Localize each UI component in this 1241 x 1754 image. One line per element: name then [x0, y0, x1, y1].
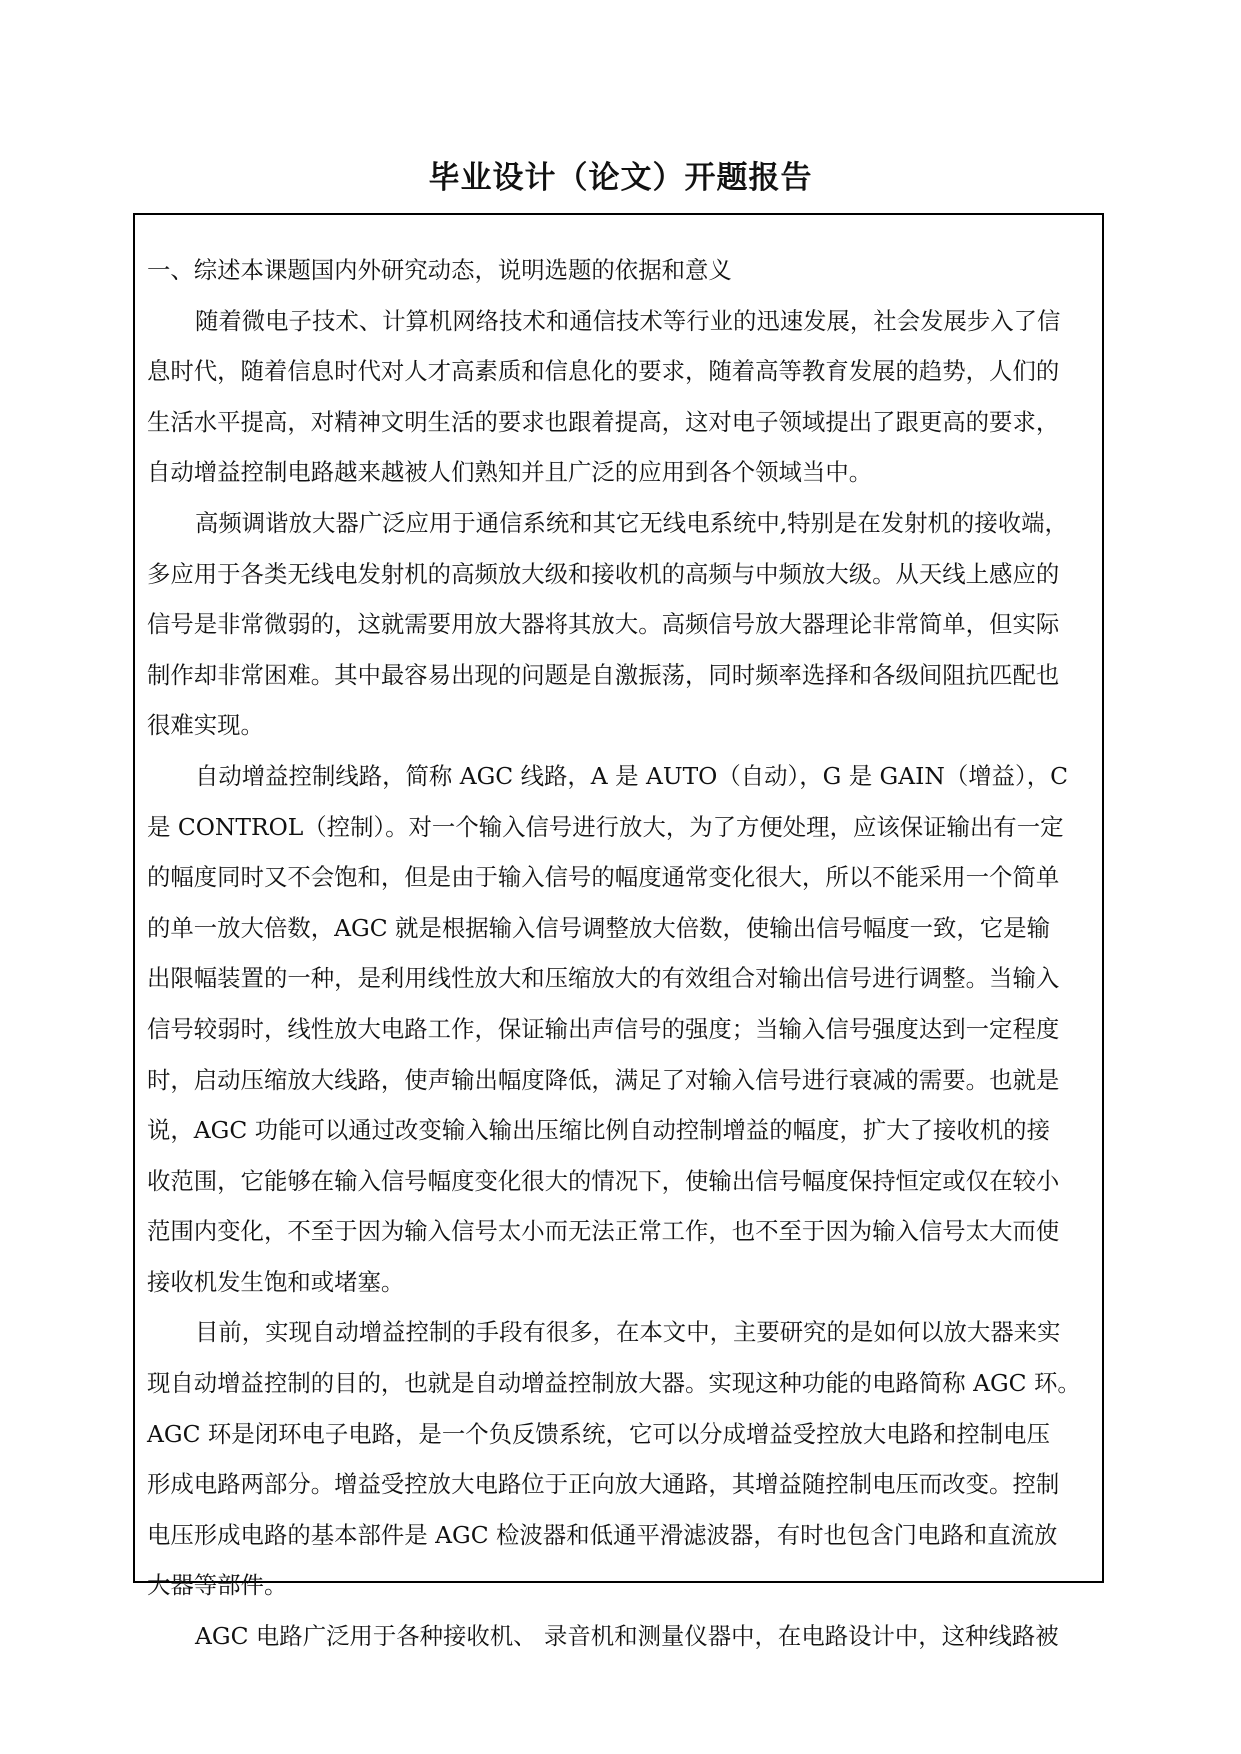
section-heading: 一、综述本课题国内外研究动态，说明选题的依据和意义: [147, 256, 732, 284]
paragraph-2: [147, 498, 1137, 751]
paragraph-line: 电压形成电路的基本部件是 AGC 检波器和低通平滑滤波器，有时也包含门电路和直流放: [147, 1520, 1058, 1549]
paragraph-line: 目前，实现自动增益控制的手段有很多，在本文中，主要研究的是如何以放大器来实: [195, 1318, 1061, 1347]
report-frame: [133, 213, 1104, 1651]
paragraph-line: 很难实现。: [147, 711, 264, 740]
paragraph-4: [147, 1307, 1137, 1611]
paragraph-line: 范围内变化，不至于因为输入信号太小而无法正常工作，也不至于因为输入信号太大而使: [147, 1217, 1060, 1246]
paragraph-line: 的单一放大倍数，AGC 就是根据输入信号调整放大倍数，使输出信号幅度一致，它是输: [147, 913, 1050, 942]
page-title: 毕业设计（论文）开题报告: [428, 160, 813, 196]
paragraph-line: AGC 环是闭环电子电路，是一个负反馈系统，它可以分成增益受控放大电路和控制电压: [147, 1419, 1050, 1448]
paragraph-line: 大器等部件。: [147, 1571, 288, 1600]
paragraph-line: 的幅度同时又不会饱和，但是由于输入信号的幅度通常变化很大，所以不能采用一个简单: [147, 863, 1060, 892]
paragraph-1: [147, 296, 1137, 498]
paragraph-line: 接收机发生饱和或堵塞。: [147, 1267, 405, 1296]
paragraph-line: 息时代，随着信息时代对人才高素质和信息化的要求，随着高等教育发展的趋势，人们的: [147, 357, 1060, 386]
paragraph-3: [147, 751, 1137, 1308]
paragraph-line: 收范围，它能够在输入信号幅度变化很大的情况下，使输出信号幅度保持恒定或仅在较小: [147, 1166, 1060, 1195]
paragraph-line: 自动增益控制电路越来越被人们熟知并且广泛的应用到各个领域当中。: [147, 458, 873, 487]
paragraph-line: 形成电路两部分。增益受控放大电路位于正向放大通路，其增益随控制电压而改变。控制: [147, 1470, 1060, 1499]
paragraph-line: 出限幅装置的一种，是利用线性放大和压缩放大的有效组合对输出信号进行调整。当输入: [147, 964, 1060, 993]
paragraph-line: 信号是非常微弱的，这就需要用放大器将其放大。高频信号放大器理论非常简单，但实际: [147, 610, 1060, 639]
paragraph-line: 自动增益控制线路，简称 AGC 线路，A 是 AUTO（自动），G 是 GAIN（增益），C: [195, 761, 1068, 790]
paragraph-5: [147, 1611, 1137, 1662]
paragraph-line: 信号较弱时，线性放大电路工作，保证输出声信号的强度；当输入信号强度达到一定程度: [147, 1014, 1060, 1043]
paragraph-line: 是 CONTROL（控制）。对一个输入信号进行放大，为了方便处理，应该保证输出有一定: [147, 812, 1064, 841]
paragraph-line: AGC 电路广泛用于各种接收机、 录音机和测量仪器中，在电路设计中，这种线路被: [195, 1622, 1059, 1651]
report-body: [147, 245, 1137, 1662]
paragraph-line: 制作却非常困难。其中最容易出现的问题是自激振荡，同时频率选择和各级间阻抗匹配也: [147, 660, 1060, 689]
paragraph-line: 随着微电子技术、计算机网络技术和通信技术等行业的迅速发展，社会发展步入了信: [195, 306, 1061, 335]
paragraph-line: 生活水平提高，对精神文明生活的要求也跟着提高，这对电子领域提出了跟更高的要求，: [147, 407, 1060, 436]
paragraph-line: 说，AGC 功能可以通过改变输入输出压缩比例自动控制增益的幅度，扩大了接收机的接: [147, 1116, 1050, 1145]
paragraph-line: 高频调谐放大器广泛应用于通信系统和其它无线电系统中,特别是在发射机的接收端，: [195, 508, 1068, 537]
paragraph-line: 时，启动压缩放大线路，使声输出幅度降低，满足了对输入信号进行衰减的需要。也就是: [147, 1065, 1060, 1094]
paragraph-line: 现自动增益控制的目的，也就是自动增益控制放大器。实现这种功能的电路简称 AGC 环。: [147, 1369, 1081, 1398]
paragraph-line: 多应用于各类无线电发射机的高频放大级和接收机的高频与中频放大级。从天线上感应的: [147, 559, 1060, 588]
